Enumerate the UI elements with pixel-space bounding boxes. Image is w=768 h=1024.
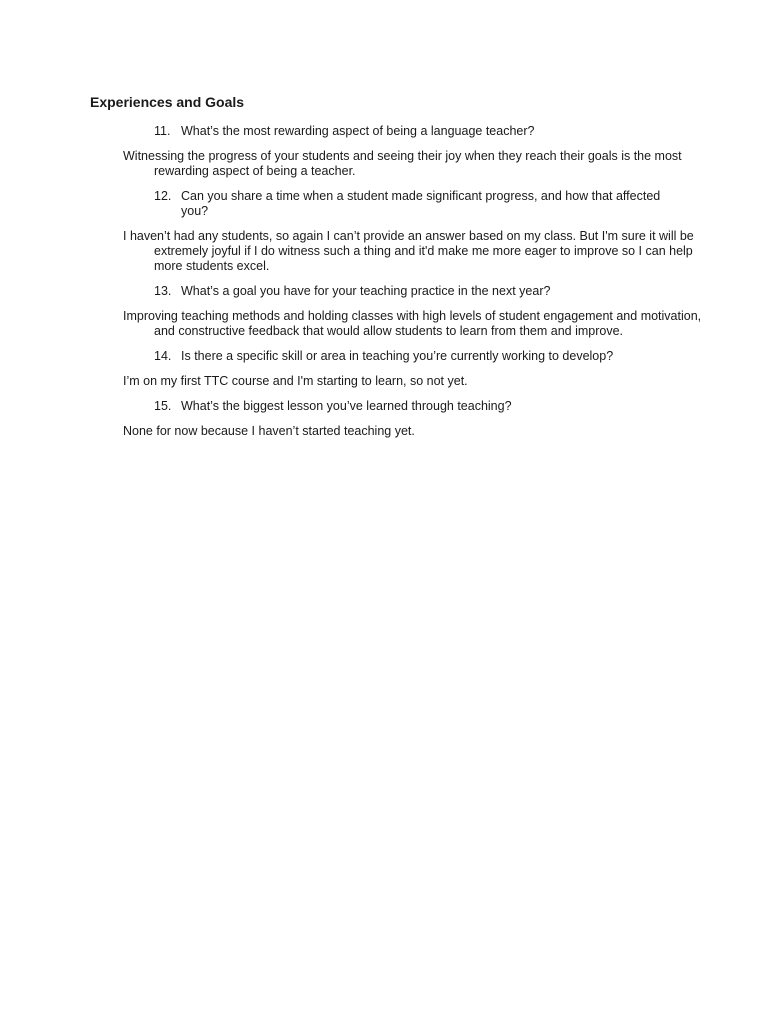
question-number: 15.	[154, 399, 172, 413]
qa-list	[0, 124, 768, 449]
question-text: Can you share a time when a student made significant progress, and how that affected you?	[181, 189, 661, 218]
question-number: 11.	[154, 124, 171, 138]
answer-paragraph: None for now because I haven’t started teaching yet.	[123, 424, 415, 438]
question-item	[154, 284, 684, 299]
section-heading: Experiences and Goals	[90, 94, 245, 110]
question-item	[154, 399, 684, 414]
question-item	[154, 124, 684, 139]
question-number: 12.	[154, 189, 172, 203]
question-item	[154, 189, 684, 219]
question-item	[154, 349, 684, 364]
question-text: What’s the most rewarding aspect of being a language teacher?	[181, 124, 535, 138]
question-number: 13.	[154, 284, 172, 298]
answer-paragraph: I haven’t had any students, so again I can’t provide an answer based on my class. But I'm sure it will be extremely joyful if I do witness such a thing and it'd make me more eager to improve so I can help more students excel.	[123, 229, 694, 273]
question-text: What’s a goal you have for your teaching practice in the next year?	[181, 284, 551, 298]
answer-paragraph: Improving teaching methods and holding classes with high levels of student engagement and motivation, and constructive feedback that would allow students to learn from them and improve.	[123, 309, 702, 338]
question-text: What’s the biggest lesson you’ve learned through teaching?	[181, 399, 512, 413]
question-text: Is there a specific skill or area in teaching you’re currently working to develop?	[181, 349, 614, 363]
answer-paragraph: Witnessing the progress of your students and seeing their joy when they reach their goals is the most rewarding aspect of being a teacher.	[123, 149, 682, 178]
answer-paragraph: I’m on my first TTC course and I'm starting to learn, so not yet.	[123, 374, 468, 388]
question-number: 14.	[154, 349, 172, 363]
